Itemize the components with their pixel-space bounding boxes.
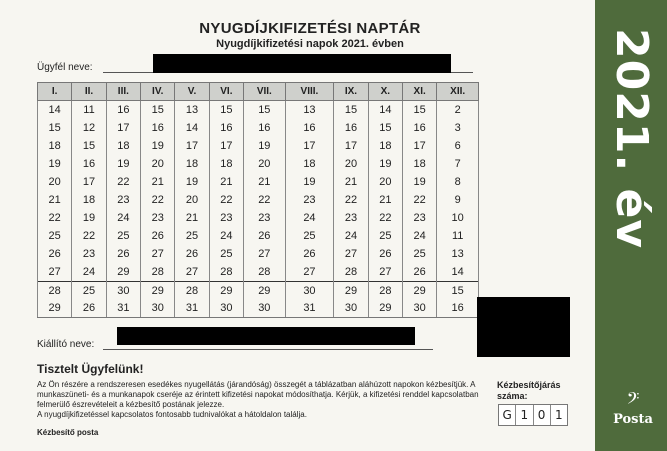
payment-day: 22 [141, 191, 175, 209]
month-header: VI. [209, 83, 243, 101]
payment-day: 25 [403, 245, 437, 263]
payment-day: 23 [209, 209, 243, 227]
payment-day: 18 [285, 155, 334, 173]
payment-day: 27 [334, 245, 368, 263]
signature: Kézbesítő posta [37, 428, 99, 437]
payment-day: 16 [403, 119, 437, 137]
month-header: VII. [244, 83, 286, 101]
payment-day: 17 [106, 119, 140, 137]
payment-day: 26 [368, 245, 402, 263]
payment-day: 23 [141, 209, 175, 227]
payment-day: 15 [209, 101, 243, 119]
calendar-row [38, 173, 479, 191]
payment-day: 16 [72, 155, 106, 173]
payment-day: 14 [38, 101, 72, 119]
payment-day: 24 [209, 227, 243, 245]
payment-day: 27 [285, 263, 334, 281]
month-header: IV. [141, 83, 175, 101]
payment-day: 24 [285, 209, 334, 227]
payment-day: 15 [244, 101, 286, 119]
payment-day: 31 [106, 299, 140, 317]
payment-day: 29 [38, 299, 72, 317]
payment-day: 18 [209, 155, 243, 173]
payment-day: 17 [403, 137, 437, 155]
payment-day: 19 [106, 155, 140, 173]
year-label: 2021. év [606, 27, 658, 249]
payment-day: 24 [403, 227, 437, 245]
payment-day: 20 [368, 173, 402, 191]
payment-day: 19 [285, 173, 334, 191]
payment-day: 25 [175, 227, 209, 245]
payment-day: 17 [175, 137, 209, 155]
payment-day: 29 [209, 281, 243, 299]
payment-day: 15 [368, 119, 402, 137]
payment-day: 14 [368, 101, 402, 119]
payment-day: 26 [244, 227, 286, 245]
payment-day: 16 [244, 119, 286, 137]
issuer-name-line [103, 349, 433, 350]
calendar-row [38, 263, 479, 281]
client-name-redaction [153, 54, 451, 73]
payment-day: 20 [175, 191, 209, 209]
payment-day: 21 [141, 173, 175, 191]
payment-day: 30 [141, 299, 175, 317]
month-header: I. [38, 83, 72, 101]
payment-day: 17 [285, 137, 334, 155]
payment-day: 19 [38, 155, 72, 173]
payment-day: 16 [437, 299, 479, 317]
payment-day: 21 [368, 191, 402, 209]
payment-day: 25 [209, 245, 243, 263]
payment-day: 20 [244, 155, 286, 173]
posthorn-icon: 𝄢 [626, 390, 640, 412]
payment-day: 23 [244, 209, 286, 227]
code-char: 1 [516, 405, 533, 425]
payment-day: 19 [368, 155, 402, 173]
notice-line: Az Ön részére a rendszeresen esedékes nyugellátás (járandóság) összegét a táblázatban aláhúzott napokon kézbesítjük. A munkaszüneti- és a munkanapok cseréje az érintett kifizetési napokat módosíthatja. Kérjük, a kifizetési renddel kapcsolatban felmerülő észrevételeit a kézbesítő postának jelezze. [37, 380, 479, 409]
payment-day: 25 [285, 227, 334, 245]
payment-day: 20 [141, 155, 175, 173]
payment-day: 22 [72, 227, 106, 245]
payment-day: 13 [175, 101, 209, 119]
payment-day: 17 [334, 137, 368, 155]
payment-day: 28 [175, 281, 209, 299]
calendar-row [38, 137, 479, 155]
payment-day: 21 [38, 191, 72, 209]
month-header: XI. [403, 83, 437, 101]
payment-day: 26 [72, 299, 106, 317]
payment-day: 15 [403, 101, 437, 119]
payment-day: 18 [106, 137, 140, 155]
payment-day: 21 [209, 173, 243, 191]
payment-day: 25 [38, 227, 72, 245]
payment-day: 30 [244, 299, 286, 317]
payment-day: 23 [285, 191, 334, 209]
payment-day: 28 [209, 263, 243, 281]
payment-day: 21 [334, 173, 368, 191]
payment-day: 23 [106, 191, 140, 209]
posta-logo [606, 390, 660, 440]
month-header: XII. [437, 83, 479, 101]
calendar-row [38, 191, 479, 209]
payment-day: 30 [285, 281, 334, 299]
payment-day: 19 [141, 137, 175, 155]
payment-day: 15 [38, 119, 72, 137]
calendar-row [38, 101, 479, 119]
payment-day: 29 [403, 281, 437, 299]
payment-day: 20 [334, 155, 368, 173]
page-subtitle: Nyugdíjkifizetési napok 2021. évben [216, 38, 404, 50]
payment-day: 6 [437, 137, 479, 155]
payment-day: 26 [285, 245, 334, 263]
code-char: G [499, 405, 516, 425]
stamp-redaction [477, 297, 570, 357]
payment-day: 19 [175, 173, 209, 191]
payment-day: 18 [175, 155, 209, 173]
payment-day: 22 [106, 173, 140, 191]
payment-day: 31 [175, 299, 209, 317]
page-title: NYUGDÍJKIFIZETÉSI NAPTÁR [199, 20, 421, 37]
payment-calendar [37, 82, 479, 318]
payment-day: 23 [72, 245, 106, 263]
calendar-row [38, 155, 479, 173]
payment-day: 26 [38, 245, 72, 263]
payment-day: 27 [175, 263, 209, 281]
payment-day: 28 [244, 263, 286, 281]
payment-day: 15 [437, 281, 479, 299]
month-header: VIII. [285, 83, 334, 101]
payment-day: 24 [334, 227, 368, 245]
notice-text [37, 380, 487, 420]
payment-day: 14 [175, 119, 209, 137]
payment-day: 30 [209, 299, 243, 317]
payment-day: 22 [244, 191, 286, 209]
payment-day: 29 [106, 263, 140, 281]
payment-day: 28 [38, 281, 72, 299]
issuer-name-redaction [117, 327, 415, 345]
payment-day: 2 [437, 101, 479, 119]
payment-day: 27 [244, 245, 286, 263]
payment-day: 16 [334, 119, 368, 137]
month-header: X. [368, 83, 402, 101]
payment-day: 18 [72, 191, 106, 209]
code-char: 1 [555, 408, 563, 422]
payment-day: 29 [334, 281, 368, 299]
payment-day: 3 [437, 119, 479, 137]
month-header: II. [72, 83, 106, 101]
payment-day: 27 [368, 263, 402, 281]
payment-day: 22 [368, 209, 402, 227]
delivery-code-label [497, 380, 577, 402]
payment-day: 26 [175, 245, 209, 263]
payment-day: 15 [141, 101, 175, 119]
payment-day: 29 [244, 281, 286, 299]
calendar-row [38, 299, 479, 317]
payment-day: 30 [403, 299, 437, 317]
month-header: V. [175, 83, 209, 101]
client-name-label: Ügyfél neve: [37, 62, 93, 73]
payment-day: 18 [368, 137, 402, 155]
payment-day: 13 [285, 101, 334, 119]
payment-day: 21 [175, 209, 209, 227]
payment-day: 15 [72, 137, 106, 155]
payment-day: 16 [141, 119, 175, 137]
brand-name: Posta [613, 412, 653, 427]
payment-day: 9 [437, 191, 479, 209]
calendar-row [38, 245, 479, 263]
payment-day: 29 [141, 281, 175, 299]
payment-day: 10 [437, 209, 479, 227]
payment-day: 27 [141, 245, 175, 263]
payment-day: 26 [106, 245, 140, 263]
payment-day: 31 [285, 299, 334, 317]
payment-day: 22 [334, 191, 368, 209]
payment-day: 21 [244, 173, 286, 191]
month-header: IX. [334, 83, 368, 101]
payment-day: 28 [334, 263, 368, 281]
payment-day: 25 [72, 281, 106, 299]
calendar-row [38, 209, 479, 227]
payment-day: 19 [72, 209, 106, 227]
payment-day: 30 [334, 299, 368, 317]
payment-day: 26 [141, 227, 175, 245]
payment-day: 25 [368, 227, 402, 245]
payment-day: 15 [334, 101, 368, 119]
payment-day: 28 [141, 263, 175, 281]
payment-day: 22 [209, 191, 243, 209]
payment-day: 22 [38, 209, 72, 227]
payment-day: 27 [38, 263, 72, 281]
delivery-code-box [498, 404, 568, 426]
payment-day: 17 [209, 137, 243, 155]
payment-day: 24 [106, 209, 140, 227]
payment-day: 16 [106, 101, 140, 119]
payment-day: 8 [437, 173, 479, 191]
payment-day: 12 [72, 119, 106, 137]
payment-day: 18 [38, 137, 72, 155]
payment-day: 23 [403, 209, 437, 227]
payment-day: 14 [437, 263, 479, 281]
payment-day: 19 [244, 137, 286, 155]
payment-day: 25 [106, 227, 140, 245]
payment-day: 22 [403, 191, 437, 209]
month-header: III. [106, 83, 140, 101]
notice-heading: Tisztelt Ügyfelünk! [37, 362, 144, 376]
payment-day: 24 [72, 263, 106, 281]
payment-day: 30 [106, 281, 140, 299]
payment-day: 7 [437, 155, 479, 173]
payment-day: 28 [368, 281, 402, 299]
payment-day: 16 [209, 119, 243, 137]
payment-day: 23 [334, 209, 368, 227]
calendar-row [38, 119, 479, 137]
issuer-name-label: Kiállító neve: [37, 339, 95, 350]
payment-day: 20 [38, 173, 72, 191]
calendar-row [38, 281, 479, 299]
delivery-code-label-line: Kézbesítőjárás [497, 380, 561, 390]
delivery-code-label-line: száma: [497, 391, 528, 401]
notice-line: A nyugdíjkifizetéssel kapcsolatos fontosabb tudnivalókat a hátoldalon találja. [37, 410, 307, 419]
payment-day: 11 [437, 227, 479, 245]
calendar-row [38, 227, 479, 245]
payment-day: 26 [403, 263, 437, 281]
payment-day: 19 [403, 173, 437, 191]
payment-day: 11 [72, 101, 106, 119]
code-char: 0 [534, 405, 551, 425]
payment-day: 16 [285, 119, 334, 137]
payment-day: 29 [368, 299, 402, 317]
payment-day: 13 [437, 245, 479, 263]
payment-day: 17 [72, 173, 106, 191]
payment-day: 18 [403, 155, 437, 173]
